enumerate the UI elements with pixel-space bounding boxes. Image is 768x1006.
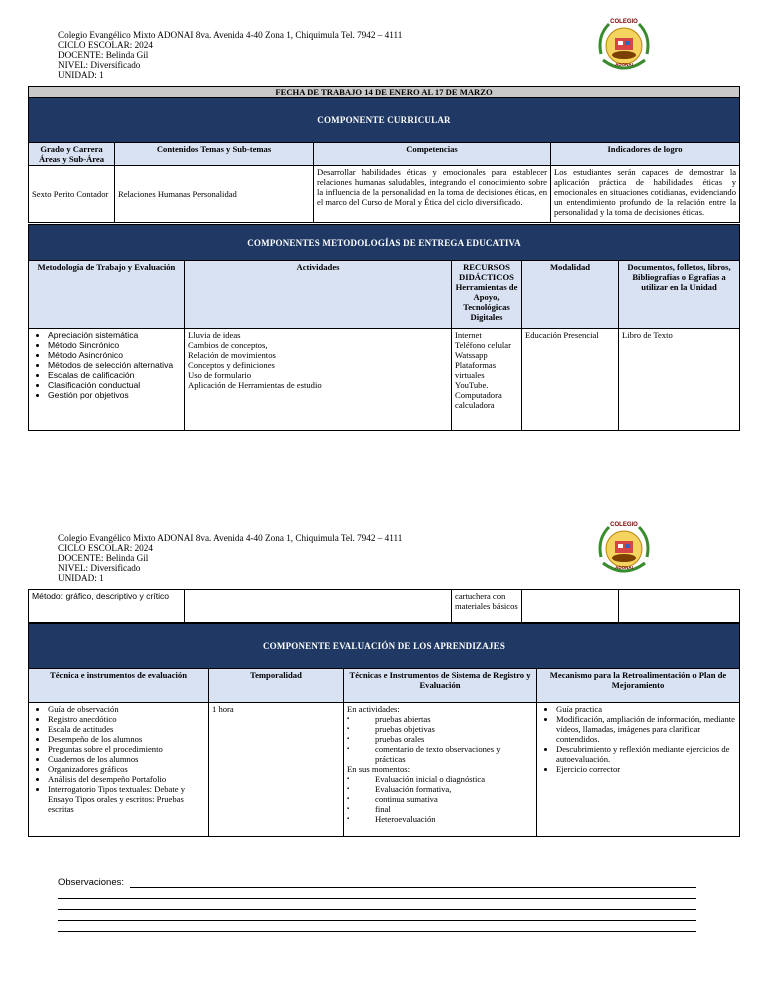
svg-text:COLEGIO: COLEGIO: [610, 522, 638, 528]
teacher-line: DOCENTE: Belinda Gil: [58, 50, 149, 60]
svg-text:COLEGIO: COLEGIO: [610, 19, 638, 25]
list-item: • Interrogatorio Tipos textuales: Debate y Ensayo Tipos orales y escritos: Pruebas escritas: [48, 784, 205, 814]
page1-header: [58, 30, 402, 80]
list-item: ▪ final: [347, 804, 533, 814]
list-item: • Preguntas sobre el procedimiento: [48, 744, 205, 754]
col-contenidos: Contenidos Temas y Sub-temas: [115, 143, 314, 166]
school-line: Colegio Evangélico Mixto ADONAI 8va. Avenida 4-40 Zona 1, Chiquimula Tel. 7942 – 4111: [58, 30, 403, 40]
curricular-band: COMPONENTE CURRICULAR: [29, 98, 740, 143]
list-item: • Desempeño de los alumnos: [48, 734, 205, 744]
col-competencias: Competencias: [314, 143, 551, 166]
list-item: Plataformas virtuales: [455, 360, 497, 380]
list-item: • Clasificación conductual: [48, 380, 181, 390]
page2-header: [58, 533, 402, 583]
col-temporalidad: Temporalidad: [209, 669, 344, 703]
list-item: • Gestión por objetivos: [48, 390, 181, 400]
list-item: Internet: [455, 330, 482, 340]
documentos-cont-cell: [619, 590, 740, 623]
sistema-intro: En actividades:: [347, 704, 400, 714]
observaciones-label: Observaciones:: [58, 877, 125, 888]
metodologia-cell: [29, 329, 185, 431]
list-item: Watssapp: [455, 350, 488, 360]
sistema-cell: [344, 703, 537, 837]
sistema-momentos: En sus momentos:: [347, 764, 411, 774]
sistema-list-a: [347, 714, 533, 764]
list-item: • Análisis del desempeño Portafolio: [48, 774, 205, 784]
list-item: calculadora: [455, 400, 495, 410]
evaluacion-table: [28, 623, 740, 837]
col-metodologia: Metodología de Trabajo y Evaluación: [29, 261, 185, 329]
list-item: • Método Asincrónico: [48, 350, 181, 360]
list-item: Relación de movimientos: [188, 350, 276, 360]
school-logo-icon: [593, 517, 655, 579]
metodologias-band: COMPONENTES METODOLOGÍAS DE ENTREGA EDUCATIVA: [29, 225, 740, 261]
observaciones-line[interactable]: [58, 909, 696, 910]
observaciones-line[interactable]: [130, 887, 696, 888]
mecanismo-list: [540, 704, 736, 774]
svg-text:ADONAI: ADONAI: [615, 62, 633, 67]
list-item: • Modificación, ampliación de información, mediante videos, llamadas, imágenes para clarificar contendidos.: [556, 714, 736, 744]
actividades-cell: [185, 329, 452, 431]
list-item: • Organizadores gráficos: [48, 764, 205, 774]
col-grado: Grado y Carrera Áreas y Sub-Área: [29, 143, 115, 166]
cycle-line: CICLO ESCOLAR: 2024: [58, 40, 153, 50]
list-item: • Guía de observación: [48, 704, 205, 714]
list-item: Computadora: [455, 390, 502, 400]
list-item: Lluvia de ideas: [188, 330, 241, 340]
col-modalidad: Modalidad: [522, 261, 619, 329]
recursos-cont-cell: cartuchera con materiales básicos: [452, 590, 522, 623]
grado-cell: Sexto Perito Contador: [29, 166, 115, 223]
observaciones-line[interactable]: [58, 931, 696, 932]
list-item: • Escala de actitudes: [48, 724, 205, 734]
col-indicadores: Indicadores de logro: [551, 143, 740, 166]
list-item: ▪ Heteroevaluación: [347, 814, 533, 824]
work-date-band: FECHA DE TRABAJO 14 DE ENERO AL 17 DE MARZO: [29, 87, 740, 98]
mecanismo-cell: [537, 703, 740, 837]
metodologia-list: [32, 330, 181, 400]
teacher-line: DOCENTE: Belinda Gil: [58, 553, 149, 563]
col-documentos: Documentos, folletos, libros, Bibliografías o Egrafías a utilizar en la Unidad: [619, 261, 740, 329]
list-item: • Método Sincrónico: [48, 340, 181, 350]
metodo-cont-cell: Método: gráfico, descriptivo y crítico: [29, 590, 185, 623]
list-item: ▪ pruebas abiertas: [347, 714, 533, 724]
list-item: ▪ Evaluación inicial o diagnóstica: [347, 774, 533, 784]
unit-line: UNIDAD: 1: [58, 70, 104, 80]
tecnicas-cell: [29, 703, 209, 837]
list-item: ▪ comentario de texto observaciones y prácticas: [347, 744, 533, 764]
col-sistema: Técnicas e Instrumentos de Sistema de Registro y Evaluación: [344, 669, 537, 703]
list-item: ▪ pruebas objetivas: [347, 724, 533, 734]
col-mecanismo: Mecanismo para la Retroalimentación o Plan de Mejoramiento: [537, 669, 740, 703]
list-item: Aplicación de Herramientas de estudio: [188, 380, 322, 390]
list-item: YouTube.: [455, 380, 489, 390]
sistema-list-b: [347, 774, 533, 824]
metodologias-continuation: [28, 589, 740, 623]
observaciones-line[interactable]: [58, 920, 696, 921]
list-item: Teléfono celular: [455, 340, 511, 350]
list-item: ▪ Evaluación formativa,: [347, 784, 533, 794]
list-item: • Ejercicio corrector: [556, 764, 736, 774]
list-item: • Cuadernos de los alumnos: [48, 754, 205, 764]
list-item: ▪ pruebas orales: [347, 734, 533, 744]
school-logo-icon: [593, 14, 655, 76]
level-line: NIVEL: Diversificado: [58, 60, 141, 70]
list-item: • Apreciación sistemática: [48, 330, 181, 340]
list-item: • Métodos de selección alternativa: [48, 360, 181, 370]
list-item: • Escalas de calificación: [48, 370, 181, 380]
recursos-cell: [452, 329, 522, 431]
list-item: • Descubrimiento y reflexión mediante ejercicios de autoevaluación.: [556, 744, 736, 764]
contenidos-cell: Relaciones Humanas Personalidad: [115, 166, 314, 223]
list-item: ▪ continua sumativa: [347, 794, 533, 804]
modalidad-cell: Educación Presencial: [522, 329, 619, 431]
unit-line: UNIDAD: 1: [58, 573, 104, 583]
evaluacion-band: COMPONENTE EVALUACIÓN DE LOS APRENDIZAJES: [29, 624, 740, 669]
temporalidad-cell: 1 hora: [209, 703, 344, 837]
col-tecnica: Técnica e instrumentos de evaluación: [29, 669, 209, 703]
cycle-line: CICLO ESCOLAR: 2024: [58, 543, 153, 553]
curricular-table: [28, 86, 740, 223]
metodologias-table: [28, 224, 740, 431]
level-line: NIVEL: Diversificado: [58, 563, 141, 573]
list-item: • Registro anecdótico: [48, 714, 205, 724]
school-line: Colegio Evangélico Mixto ADONAI 8va. Avenida 4-40 Zona 1, Chiquimula Tel. 7942 – 4111: [58, 533, 403, 543]
list-item: Conceptos y definiciones: [188, 360, 275, 370]
competencias-cell: Desarrollar habilidades éticas y emocionales para establecer relaciones humanas saludables, integrando el conocimiento sobre la influencia de la personalidad en la toma de decisiones éticas, en el marco del Curso de Moral y Ética del ciclo diversificado.: [314, 166, 551, 223]
observaciones-line[interactable]: [58, 898, 696, 899]
actividades-cont-cell: [185, 590, 452, 623]
documentos-cell: Libro de Texto: [619, 329, 740, 431]
list-item: Uso de formulario: [188, 370, 252, 380]
tecnicas-list: [32, 704, 205, 814]
svg-text:ADONAI: ADONAI: [615, 565, 633, 570]
col-recursos: RECURSOS DIDÁCTICOS Herramientas de Apoyo, Tecnológicas Digitales: [452, 261, 522, 329]
list-item: • Guía practica: [556, 704, 736, 714]
col-actividades: Actividades: [185, 261, 452, 329]
list-item: Cambios de conceptos,: [188, 340, 268, 350]
indicadores-cell: Los estudiantes serán capaces de demostrar la aplicación práctica de habilidades éticas y emocionales en situaciones cotidianas, evidenciando un entendimiento profundo de la relación entre la personalidad y la toma de decisiones éticas.: [551, 166, 740, 223]
modalidad-cont-cell: [522, 590, 619, 623]
